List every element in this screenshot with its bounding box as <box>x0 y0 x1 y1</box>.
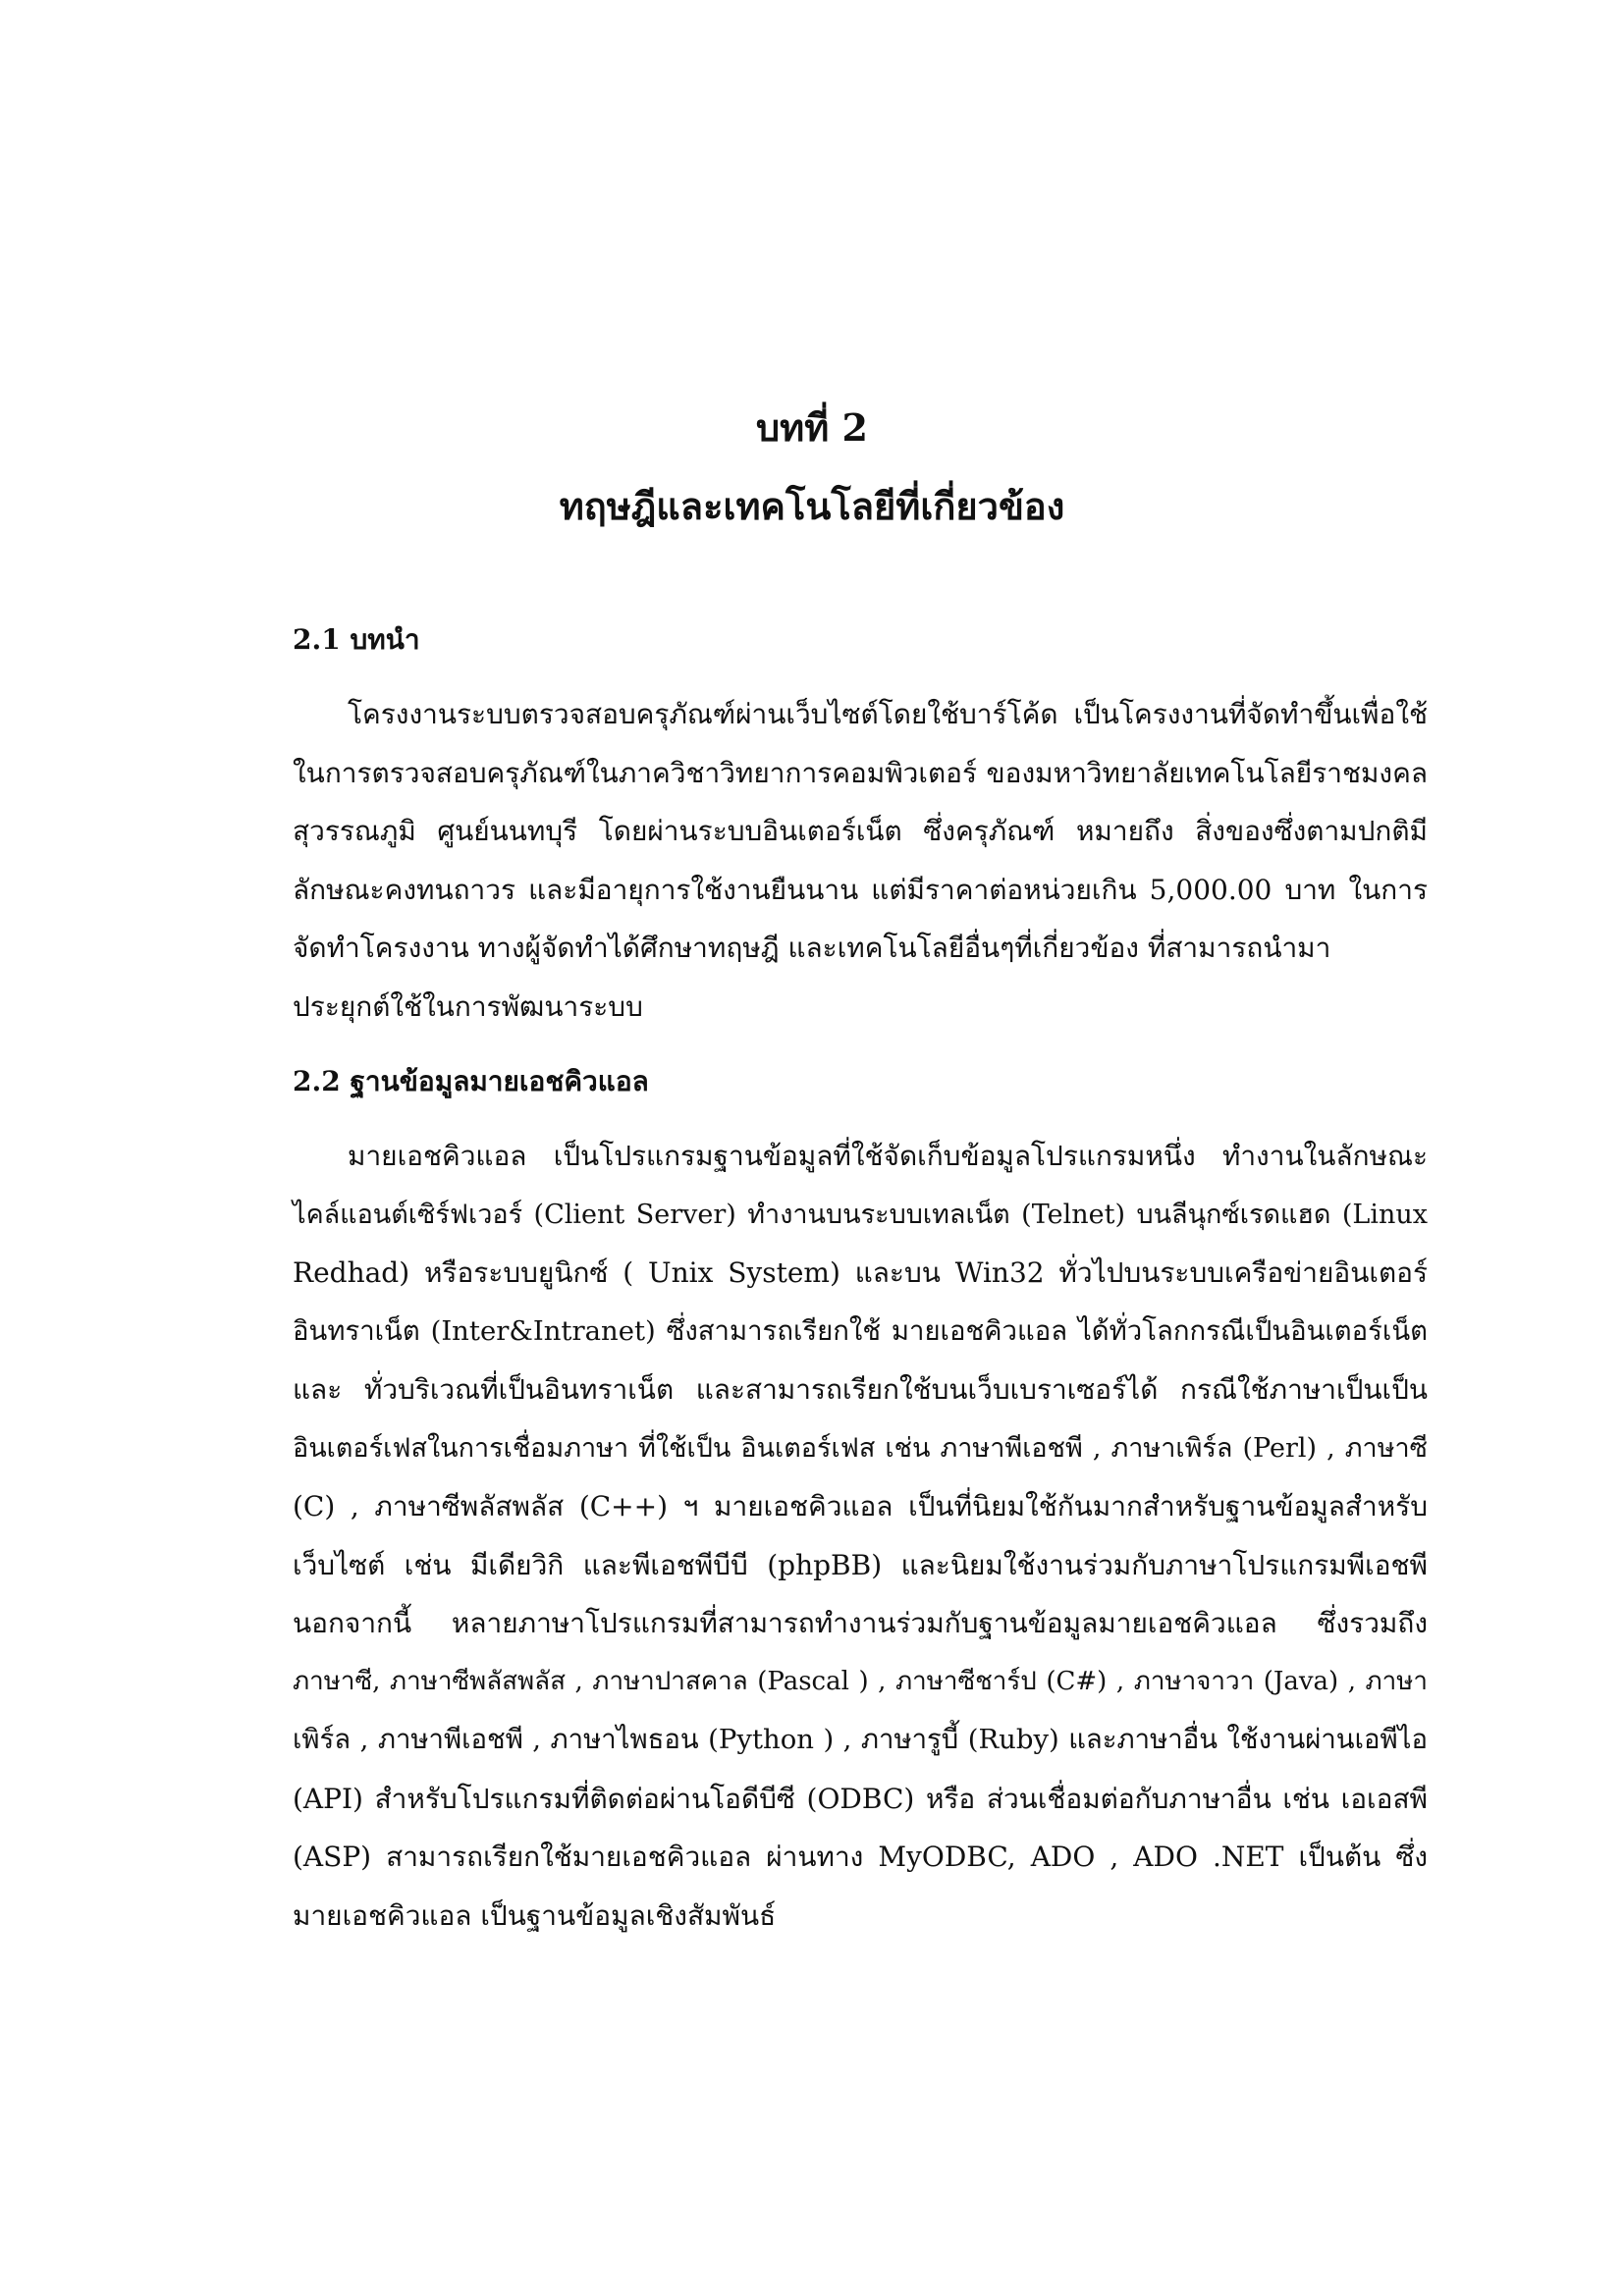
section-introduction <box>293 620 1428 1036</box>
paragraph-line: ในการตรวจสอบครุภัณฑ์ในภาควิชาวิทยาการคอมพิวเตอร์ ของมหาวิทยาลัยเทคโนโลยีราชมงคล <box>293 756 1428 789</box>
paragraph-line: (ASP) สามารถเรียกใช้มายเอชคิวแอล ผ่านทาง MyODBC, ADO , ADO .NET เป็นต้น ซึ่ง <box>293 1841 1428 1873</box>
paragraph-line: โครงงานระบบตรวจสอบครุภัณฑ์ผ่านเว็บไซต์โดยใช้บาร์โค้ด เป็นโครงงานที่จัดทำขึ้นเพื่อใช้ <box>348 698 1428 730</box>
paragraph-line: มายเอชคิวแอล เป็นฐานข้อมูลเชิงสัมพันธ์ <box>293 1898 777 1932</box>
paragraph-line: อินทราเน็ต (Inter&Intranet) ซึ่งสามารถเรียกใช้ มายเอชคิวแอล ได้ทั่วโลกกรณีเป็นอินเตอร์เน็ต <box>293 1314 1428 1347</box>
paragraph-line: และ ทั่วบริเวณที่เป็นอินทราเน็ต และสามารถเรียกใช้บนเว็บเบราเซอร์ได้ กรณีใช้ภาษาเป็นเป็น <box>293 1373 1428 1406</box>
paragraph-line: สุวรรณภูมิ ศูนย์นนทบุรี โดยผ่านระบบอินเตอร์เน็ต ซึ่งครุภัณฑ์ หมายถึง สิ่งของซึ่งตามปกติมี <box>293 815 1428 847</box>
section-heading: 2.1 บทนำ <box>293 623 420 656</box>
paragraph-line: จัดทำโครงงาน ทางผู้จัดทำได้ศึกษาทฤษฎี และเทคโนโลยีอื่นๆที่เกี่ยวข้อง ที่สามารถนำมา <box>293 932 1331 964</box>
section-heading: 2.2 ฐานข้อมูลมายเอชคิวแอล <box>293 1065 649 1097</box>
section-body <box>293 685 1428 1036</box>
paragraph-line: อินเตอร์เฟสในการเชื่อมภาษา ที่ใช้เป็น อินเตอร์เฟส เช่น ภาษาพีเอชพี , ภาษาเพิร์ล (Perl) , ภาษาซี <box>293 1432 1428 1464</box>
section-mysql <box>293 1062 1428 1945</box>
paragraph-line: มายเอชคิวแอล เป็นโปรแกรมฐานข้อมูลที่ใช้จัดเก็บข้อมูลโปรแกรมหนึ่ง ทำงานในลักษณะ <box>348 1140 1428 1172</box>
section-body <box>293 1127 1428 1945</box>
paragraph-line: นอกจากนี้ หลายภาษาโปรแกรมที่สามารถทำงานร่วมกับฐานข้อมูลมายเอชคิวแอล ซึ่งรวมถึง <box>293 1607 1428 1639</box>
paragraph-line: (API) สำหรับโปรแกรมที่ติดต่อผ่านโอดีบีซี (ODBC) หรือ ส่วนเชื่อมต่อกับภาษาอื่น เช่น เอเอสพี <box>293 1782 1428 1815</box>
paragraph-line: เพิร์ล , ภาษาพีเอชพี , ภาษาไพธอน (Python ) , ภาษารูบี้ (Ruby) และภาษาอื่น ใช้งานผ่านเอพีไอ <box>293 1724 1428 1755</box>
paragraph-line: ไคล์แอนต์เซิร์ฟเวอร์ (Client Server) ทำงานบนระบบเทลเน็ต (Telnet) บนลีนุกซ์เรดแฮด (Linux <box>293 1199 1428 1230</box>
chapter-title: ทฤษฎีและเทคโนโลยีที่เกี่ยวข้อง <box>559 484 1065 528</box>
paragraph-line: ภาษาซี, ภาษาซีพลัสพลัส , ภาษาปาสคาล (Pascal ) , ภาษาซีชาร์ป (C#) , ภาษาจาวา (Java) , ภาษา <box>293 1666 1428 1696</box>
paragraph-line: Redhad) หรือระบบยูนิกซ์ ( Unix System) และบน Win32 ทั่วไปบนระบบเครือข่ายอินเตอร์ <box>293 1256 1428 1289</box>
paragraph-line: ประยุกต์ใช้ในการพัฒนาระบบ <box>293 989 643 1023</box>
paragraph-line: เว็บไซต์ เช่น มีเดียวิกิ และพีเอชพีบีบี (phpBB) และนิยมใช้งานร่วมกับภาษาโปรแกรมพีเอชพี <box>293 1548 1428 1581</box>
paragraph-line: ลักษณะคงทนถาวร และมีอายุการใช้งานยืนนาน แต่มีราคาต่อหน่วยเกิน 5,000.00 บาท ในการ <box>293 873 1428 906</box>
paragraph-line: (C) , ภาษาซีพลัสพลัส (C++) ฯ มายเอชคิวแอล เป็นที่นิยมใช้กันมากสำหรับฐานข้อมูลสำหรับ <box>293 1490 1428 1522</box>
chapter-number: บทที่ 2 <box>756 405 868 450</box>
